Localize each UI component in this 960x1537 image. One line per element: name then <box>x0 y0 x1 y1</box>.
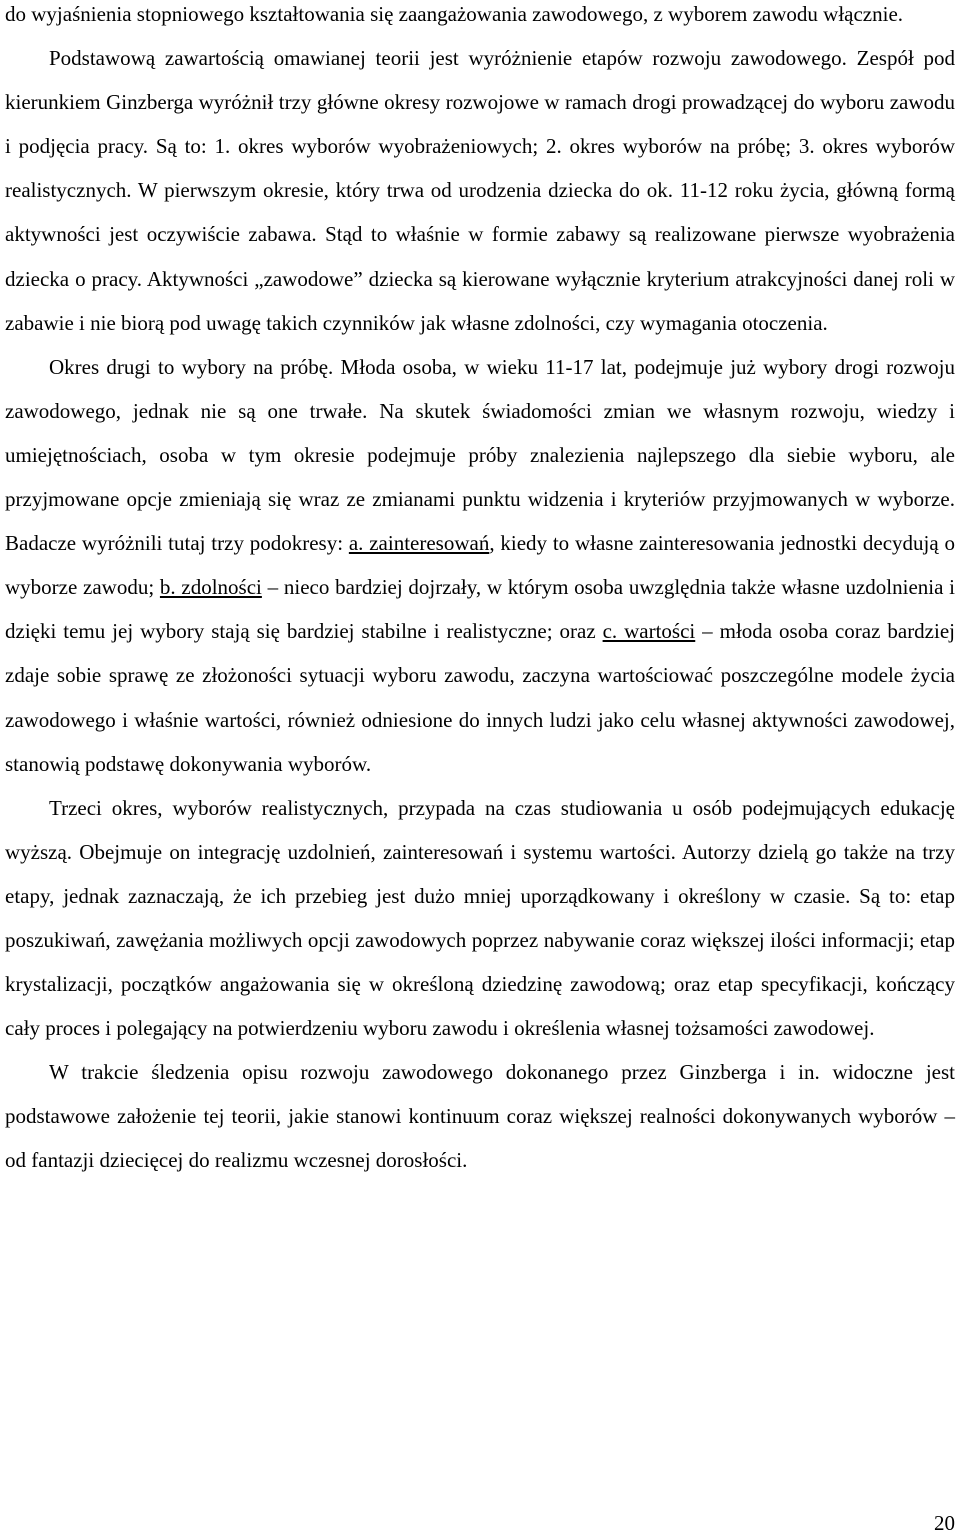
paragraph-3 <box>5 345 955 786</box>
page-number: 20 <box>934 1511 955 1535</box>
term-zdolnosci: b. zdolności <box>159 575 262 600</box>
paragraph-3-text-3: – nieco bardziej dojrzały, w którym osoba uwzględnia także własne uzdolnienia i dzięki temu jej wybory stają się bardziej stabilne i realistyczne; oraz <box>5 575 955 644</box>
paragraph-3-text-2: , kiedy to własne zainteresowania jednostki decydują o wyborze zawodu; <box>5 531 955 600</box>
paragraph-3-text-4: – młoda osoba coraz bardziej zdaje sobie sprawę ze złożoności sytuacji wyboru zawodu, zaczyna wartościować poszczególne modele życia zawodowego i właśnie wartości, również odniesione do innych ludzi jako celu własnej aktywności zawodowej, stanowią podstawę dokonywania wyborów. <box>5 619 955 776</box>
paragraph-3-text-1: Okres drugi to wybory na próbę. Młoda osoba, w wieku 11-17 lat, podejmuje już wybory drogi rozwoju zawodowego, jednak nie są one trwałe. Na skutek świadomości zmian we własnym rozwoju, wiedzy i umiejętnościach, osoba w tym okresie podejmuje próby znalezienia najlepszego dla siebie wyboru, ale przyjmowane opcje zmieniają się wraz ze zmianami punktu widzenia i kryteriów przyjmowanych w wyborze. Badacze wyróżnili tutaj trzy podokresy: <box>5 354 955 556</box>
paragraph-2: Podstawową zawartością omawianej teorii jest wyróżnienie etapów rozwoju zawodowego. Zespół pod kierunkiem Ginzberga wyróżnił trzy główne okresy rozwojowe w ramach drogi prowadzącej do wyboru zawodu i podjęcia pracy. Są to: 1. okres wyborów wyobrażeniowych; 2. okres wyborów na próbę; 3. okres wyborów realistycznych. W pierwszym okresie, który trwa od urodzenia dziecka do ok. 11-12 roku życia, główną formą aktywności jest oczywiście zabawa. Stąd to właśnie w formie zabawy są realizowane pierwsze wyobrażenia dziecka o pracy. Aktywności „zawodowe” dziecka są kierowane wyłącznie kryterium atrakcyjności danej roli w zabawie i nie biorą pod uwagę takich czynników jak własne zdolności, czy wymagania otoczenia. <box>5 46 955 335</box>
term-wartosci: c. wartości <box>602 619 696 644</box>
paragraph-1: do wyjaśnienia stopniowego kształtowania się zaangażowania zawodowego, z wyborem zawodu włącznie. <box>5 2 904 26</box>
paragraph-5: W trakcie śledzenia opisu rozwoju zawodowego dokonanego przez Ginzberga i in. widoczne jest podstawowe założenie tej teorii, jakie stanowi kontinuum coraz większej realności dokonywanych wyborów – od fantazji dziecięcej do realizmu wczesnej dorosłości. <box>5 1060 955 1173</box>
body-text <box>5 0 955 1183</box>
term-zainteresowan: a. zainteresowań <box>348 531 490 556</box>
paragraph-4: Trzeci okres, wyborów realistycznych, przypada na czas studiowania u osób podejmujących edukację wyższą. Obejmuje on integrację uzdolnień, zainteresowań i systemu wartości. Autorzy dzielą go także na trzy etapy, jednak zaznaczają, że ich przebieg jest dużo mniej uporządkowany i określony w czasie. Są to: etap poszukiwań, zawężania możliwych opcji zawodowych poprzez nabywanie coraz większej ilości informacji; etap krystalizacji, początków angażowania się w określoną dziedzinę zawodową; oraz etap specyfikacji, kończący cały proces i polegający na potwierdzeniu wyboru zawodu i określenia własnej tożsamości zawodowej. <box>5 795 955 1041</box>
